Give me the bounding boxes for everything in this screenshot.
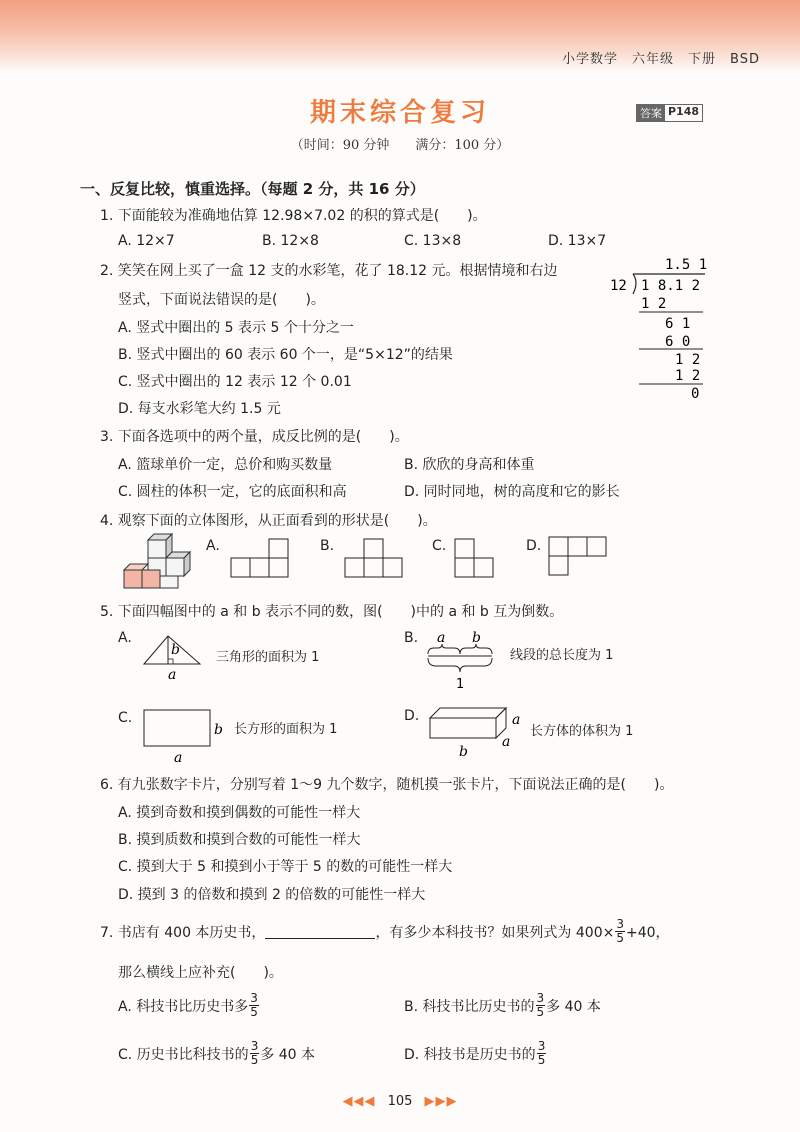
q7-d-pre: D. 科技书是历史书的 <box>404 1046 536 1063</box>
q2-option-d[interactable]: D. 每支水彩笔大约 1.5 元 <box>118 401 281 417</box>
q6-option-c[interactable]: C. 摸到大于 5 和摸到小于等于 5 的数的可能性一样大 <box>118 859 453 875</box>
q6-option-a[interactable]: A. 摸到奇数和摸到偶数的可能性一样大 <box>118 805 361 821</box>
q7-text-c: +40， <box>625 924 670 941</box>
question-7 <box>100 918 670 945</box>
frac-num: 3 <box>250 991 258 1005</box>
q5-option-c-caption: 长方形的面积为 1 <box>234 722 338 737</box>
question-1: 1. 下面能较为准确地估算 12.98×7.02 的积的算式是( )。 <box>100 208 487 224</box>
q2-option-c[interactable]: C. 竖式中圈出的 12 表示 12 个 0.01 <box>118 374 352 390</box>
long-division <box>605 252 715 402</box>
q5-d-var-a-side: a <box>512 712 521 728</box>
cube-solid-figure <box>118 532 198 594</box>
q3-option-a[interactable]: A. 篮球单价一定，总价和购买数量 <box>118 457 333 473</box>
division-divisor: 12 <box>610 278 627 294</box>
q1-option-a[interactable]: A. 12×7 <box>118 233 175 249</box>
question-7-line2: 那么横线上应补充( )。 <box>118 965 283 981</box>
q5-option-b-label[interactable]: B. <box>404 630 419 646</box>
frac-num: 3 <box>536 991 545 1005</box>
page-title: 期末综合复习 <box>309 98 490 128</box>
q4-option-b-label[interactable]: B. <box>320 538 335 554</box>
q7-a-pre: A. 科技书比历史书多 <box>118 998 249 1015</box>
question-2-line2: 竖式，下面说法错误的是( )。 <box>118 292 325 308</box>
division-dividend: 1 8.1 2 <box>641 278 701 294</box>
q5-option-d-label[interactable]: D. <box>404 708 420 724</box>
division-quotient: 1.5 1 <box>665 257 708 273</box>
frac-den: 5 <box>250 1005 258 1019</box>
q7-c-pre: C. 历史书比科技书的 <box>118 1046 249 1063</box>
q7-c-fraction <box>250 1040 260 1067</box>
frac-num: 3 <box>616 917 624 931</box>
q2-option-b[interactable]: B. 竖式中圈出的 60 表示 60 个一，是“5×12”的结果 <box>118 347 453 363</box>
q1-option-d[interactable]: D. 13×7 <box>548 233 607 249</box>
q7-c-post: 多 40 本 <box>260 1046 316 1063</box>
question-4: 4. 观察下面的立体图形，从正面看到的形状是( )。 <box>100 513 437 529</box>
division-rem1: 6 1 <box>665 316 691 332</box>
question-3: 3. 下面各选项中的两个量，成反比例的是( )。 <box>100 429 409 445</box>
q5-d-var-b: b <box>459 744 468 760</box>
q5-rectangle-figure[interactable] <box>140 708 226 764</box>
prev-arrows-icon: ◀◀◀ <box>342 1094 376 1109</box>
q5-d-var-a-depth: a <box>502 734 511 750</box>
q1-option-c[interactable]: C. 13×8 <box>404 233 462 249</box>
q4-option-d-label[interactable]: D. <box>526 538 542 554</box>
q3-option-d[interactable]: D. 同时同地，树的高度和它的影长 <box>404 484 620 500</box>
frac-num: 3 <box>250 1039 259 1053</box>
q4-option-b-shape[interactable] <box>344 538 404 578</box>
q7-a-fraction <box>249 992 259 1019</box>
frac-den: 5 <box>536 1005 545 1019</box>
q1-option-b[interactable]: B. 12×8 <box>262 233 319 249</box>
book-info: 小学数学 六年级 下册 BSD <box>562 52 760 67</box>
q5-cuboid-figure[interactable] <box>426 706 526 762</box>
frac-num: 3 <box>537 1039 546 1053</box>
q5-option-d-caption: 长方体的体积为 1 <box>530 724 634 739</box>
frac-den: 5 <box>537 1053 546 1067</box>
q7-d-fraction <box>537 1040 547 1067</box>
q7-b-fraction <box>536 992 546 1019</box>
q6-option-b[interactable]: B. 摸到质数和摸到合数的可能性一样大 <box>118 832 361 848</box>
question-2: 2. 笑笑在网上买了一盒 12 支的水彩笔，花了 18.12 元。根据情境和右边 <box>100 263 558 279</box>
division-rem3: 0 <box>691 386 700 402</box>
frac-den: 5 <box>250 1053 259 1067</box>
q4-option-a-label[interactable]: A. <box>206 538 220 554</box>
division-rem2: 1 2 <box>675 352 701 368</box>
q7-option-c[interactable] <box>118 1040 315 1067</box>
q4-option-c-shape[interactable] <box>454 538 496 578</box>
q5-c-var-a: a <box>174 750 183 764</box>
frac-den: 5 <box>616 931 624 945</box>
answer-badge[interactable] <box>636 104 703 122</box>
page-footer <box>0 1094 800 1109</box>
q3-option-c[interactable]: C. 圆柱的体积一定，它的底面积和高 <box>118 484 347 500</box>
division-step1: 1 2 <box>641 296 667 312</box>
q7-option-d[interactable] <box>404 1040 547 1067</box>
section-title: 一、反复比较，慎重选择。（每题 2 分，共 16 分） <box>80 180 425 198</box>
q5-triangle-figure[interactable] <box>140 632 212 682</box>
question-5: 5. 下面四幅图中的 a 和 b 表示不同的数，图( )中的 a 和 b 互为倒数。 <box>100 604 564 620</box>
division-step3: 1 2 <box>675 368 701 384</box>
next-arrows-icon: ▶▶▶ <box>424 1094 458 1109</box>
question-6: 6. 有九张数字卡片，分别写着 1～9 九个数字，随机摸一张卡片，下面说法正确的是( )。 <box>100 777 674 793</box>
q6-option-d[interactable]: D. 摸到 3 的倍数和摸到 2 的倍数的可能性一样大 <box>118 887 426 903</box>
q5-segment-figure[interactable] <box>424 628 504 692</box>
q4-option-c-label[interactable]: C. <box>432 538 447 554</box>
exam-info: （时间：90 分钟 满分：100 分） <box>290 138 510 153</box>
q7-fraction <box>615 918 625 945</box>
q5-b-var-b: b <box>472 630 481 646</box>
q5-c-var-b: b <box>214 722 223 738</box>
q3-option-b[interactable]: B. 欣欣的身高和体重 <box>404 457 535 473</box>
q5-a-var-b: b <box>171 642 180 658</box>
answer-label: 答案 <box>637 105 665 121</box>
q5-option-b-caption: 线段的总长度为 1 <box>510 648 614 663</box>
q7-text-a: 7. 书店有 400 本历史书， <box>100 924 266 941</box>
q4-option-d-shape[interactable] <box>548 536 610 578</box>
q7-b-pre: B. 科技书比历史书的 <box>404 998 535 1015</box>
q5-option-c-label[interactable]: C. <box>118 710 133 726</box>
division-step2: 6 0 <box>665 334 691 350</box>
q5-option-a-label[interactable]: A. <box>118 630 132 646</box>
q7-option-b[interactable] <box>404 992 601 1019</box>
q7-b-post: 多 40 本 <box>546 998 601 1015</box>
q2-option-a[interactable]: A. 竖式中圈出的 5 表示 5 个十分之一 <box>118 320 354 336</box>
page-number: 105 <box>387 1094 413 1109</box>
q5-a-var-a: a <box>168 667 177 682</box>
q4-option-a-shape[interactable] <box>230 538 290 578</box>
q5-option-a-caption: 三角形的面积为 1 <box>216 650 320 665</box>
answer-page: P148 <box>668 105 700 118</box>
q7-option-a[interactable] <box>118 992 260 1019</box>
q5-b-total: 1 <box>456 677 465 692</box>
q7-text-b: ，有多少本科技书？如果列式为 400× <box>375 924 615 941</box>
q5-b-var-a: a <box>437 630 446 646</box>
q7-answer-blank[interactable] <box>265 924 375 939</box>
